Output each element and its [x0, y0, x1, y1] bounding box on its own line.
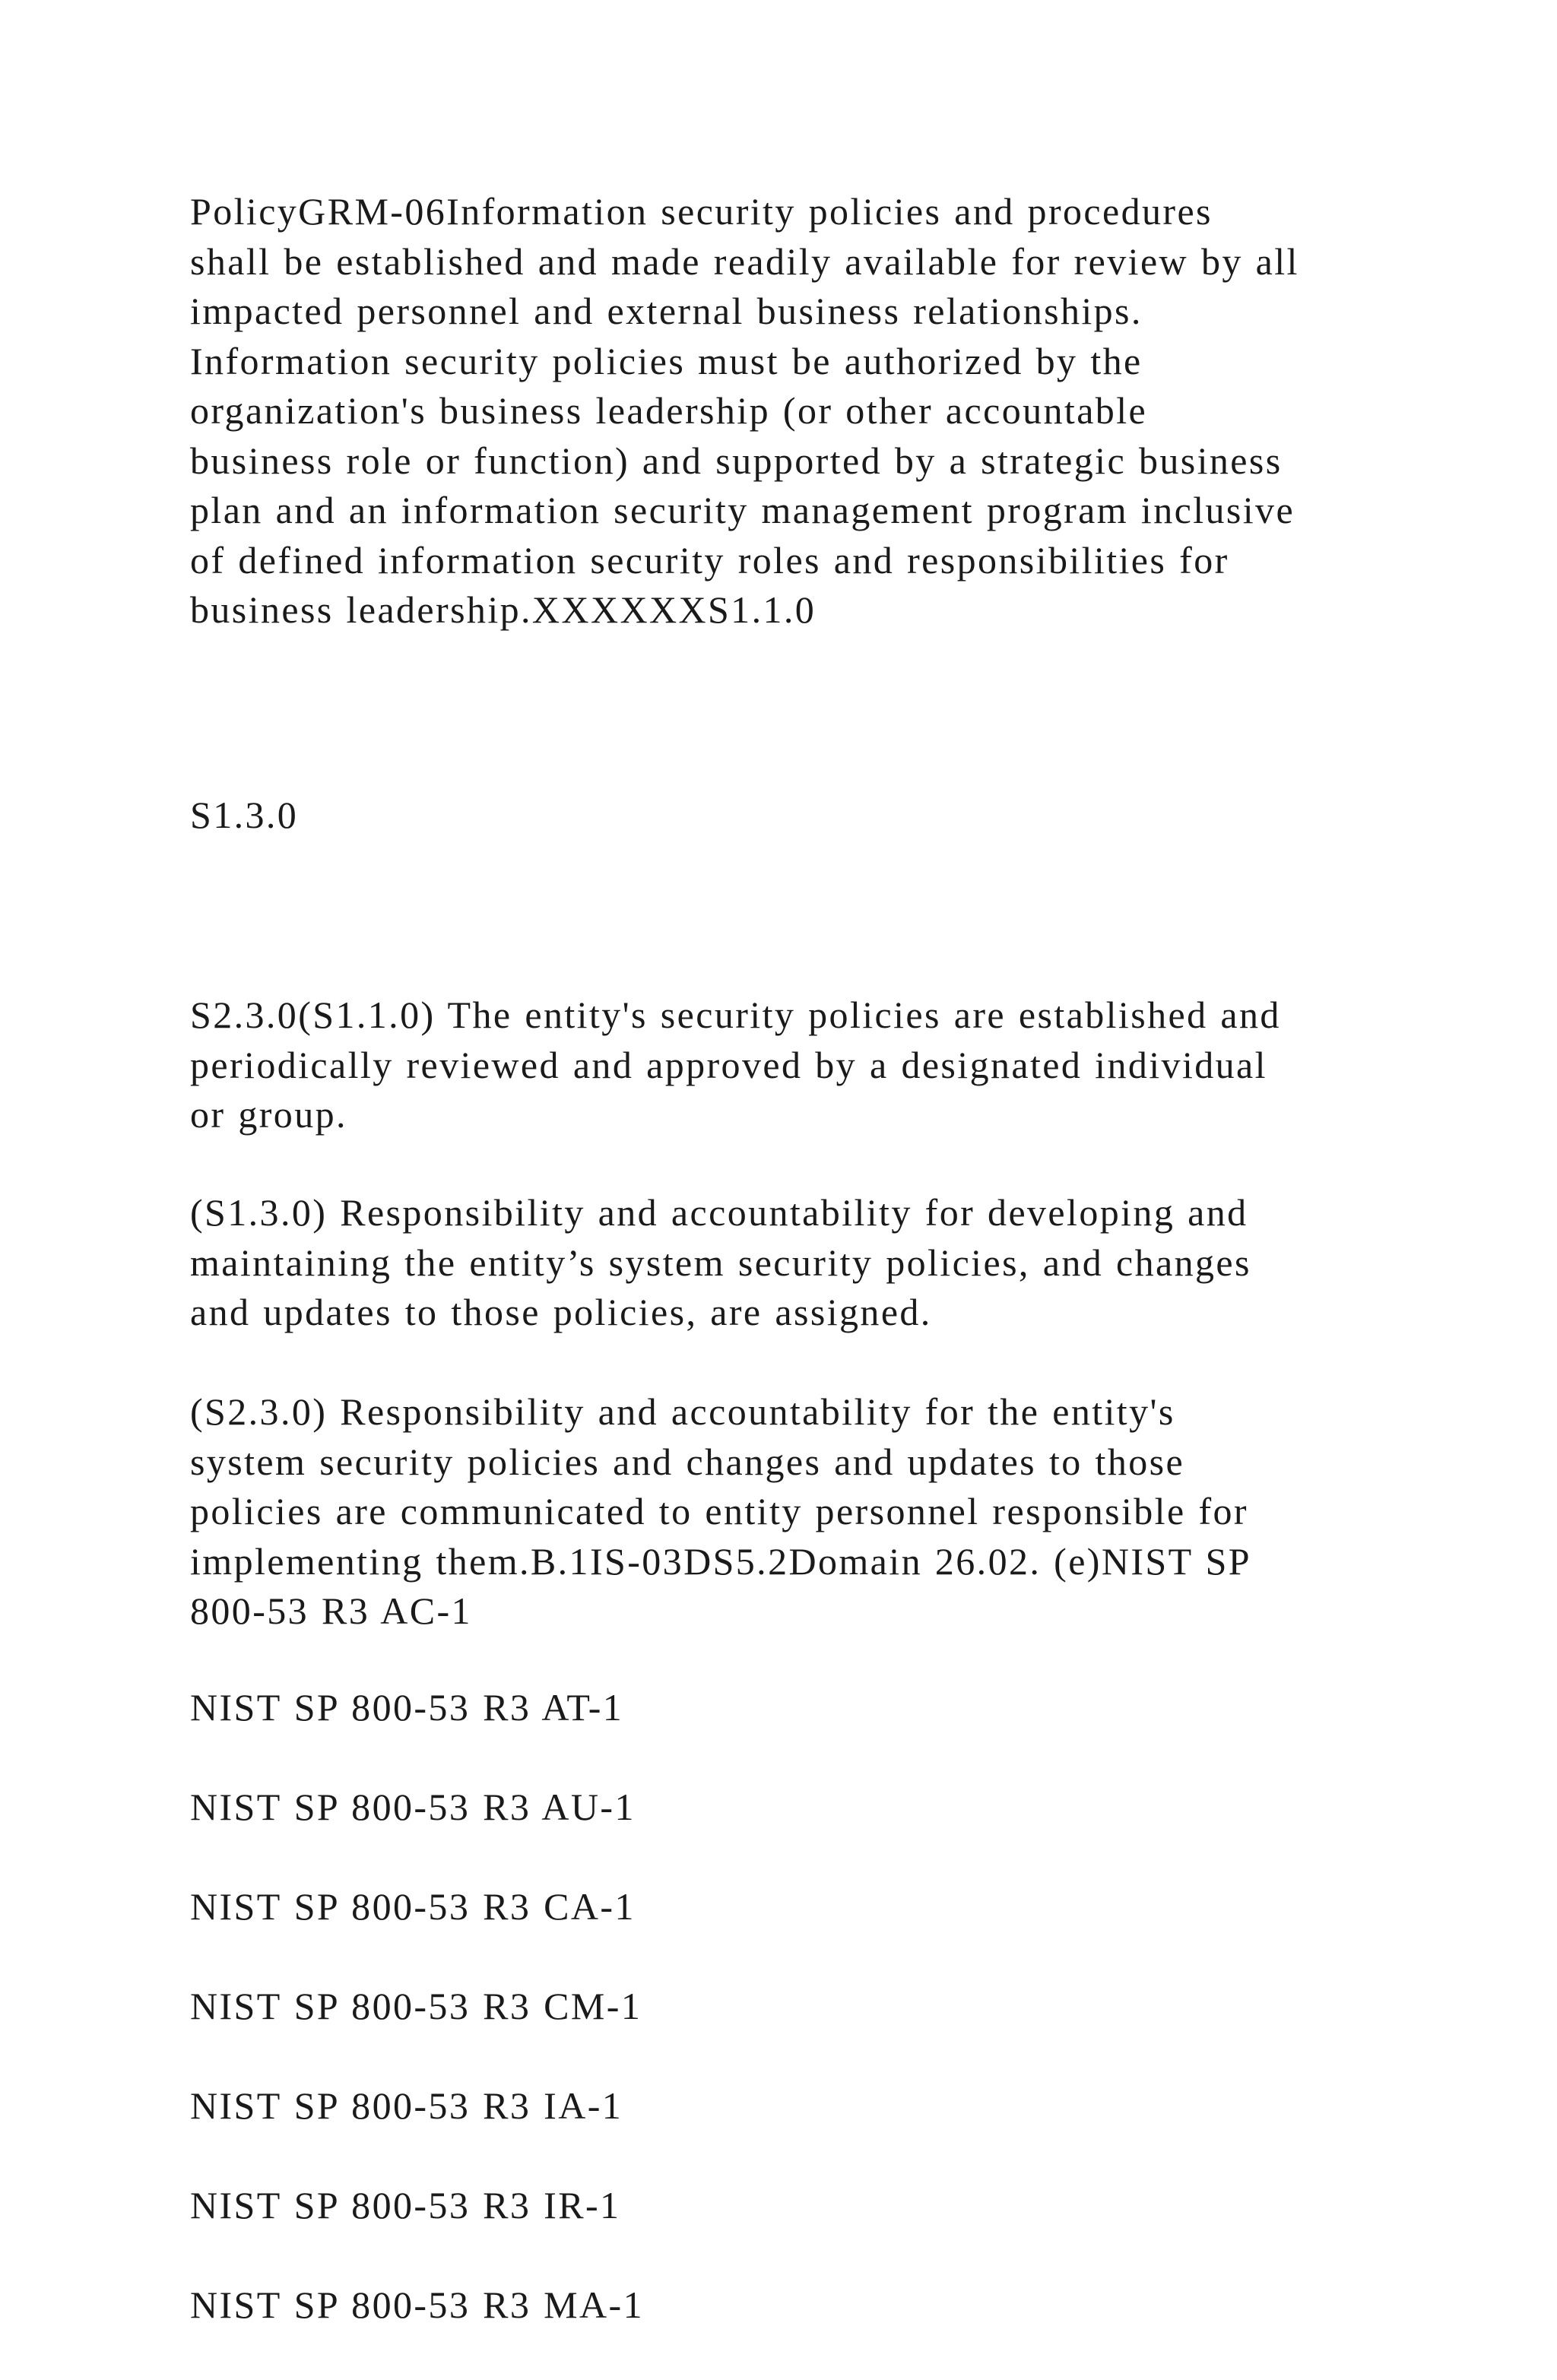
- nist-reference-item: NIST SP 800-53 R3 AU-1: [190, 1785, 636, 1828]
- policy-paragraph: PolicyGRM-06Information security policies and procedures shall be established and made readily available for review by all impacted personnel and external business relationships. Information security policies must be authorized by the organization's business leadership (or other accountable business role or function) and supported by a strategic business plan and an information security management program inclusive of defined information security roles and responsibilities for business leadership.XXXXXXS1.1.0: [190, 190, 1299, 631]
- nist-reference-item: NIST SP 800-53 R3 IA-1: [190, 2084, 623, 2127]
- nist-reference-item: NIST SP 800-53 R3 CA-1: [190, 1884, 636, 1928]
- nist-reference-item: NIST SP 800-53 R3 IR-1: [190, 2183, 621, 2226]
- nist-reference-item: NIST SP 800-53 R3 AT-1: [190, 1685, 624, 1729]
- s130-heading: S1.3.0: [190, 794, 299, 836]
- s130-responsibility-paragraph: (S1.3.0) Responsibility and accountability for developing and maintaining the entity’s system security policies, and changes and updates to those policies, are assigned.: [190, 1191, 1251, 1333]
- nist-reference-list: [190, 1633, 1376, 2380]
- s230-paragraph: S2.3.0(S1.1.0) The entity's security policies are established and periodically reviewed and approved by a designated individual or group.: [190, 994, 1281, 1136]
- s230-responsibility-paragraph: (S2.3.0) Responsibility and accountability for the entity's system security policies and changes and updates to those policies are communicated to entity personnel responsible for implementing them.B.1IS-03DS5.2Domain 26.02. (e)NIST SP 800-53 R3 AC-1: [190, 1390, 1251, 1632]
- nist-reference-item: NIST SP 800-53 R3 MA-1: [190, 2283, 644, 2326]
- nist-reference-item: NIST SP 800-53 R3 CM-1: [190, 1984, 642, 2027]
